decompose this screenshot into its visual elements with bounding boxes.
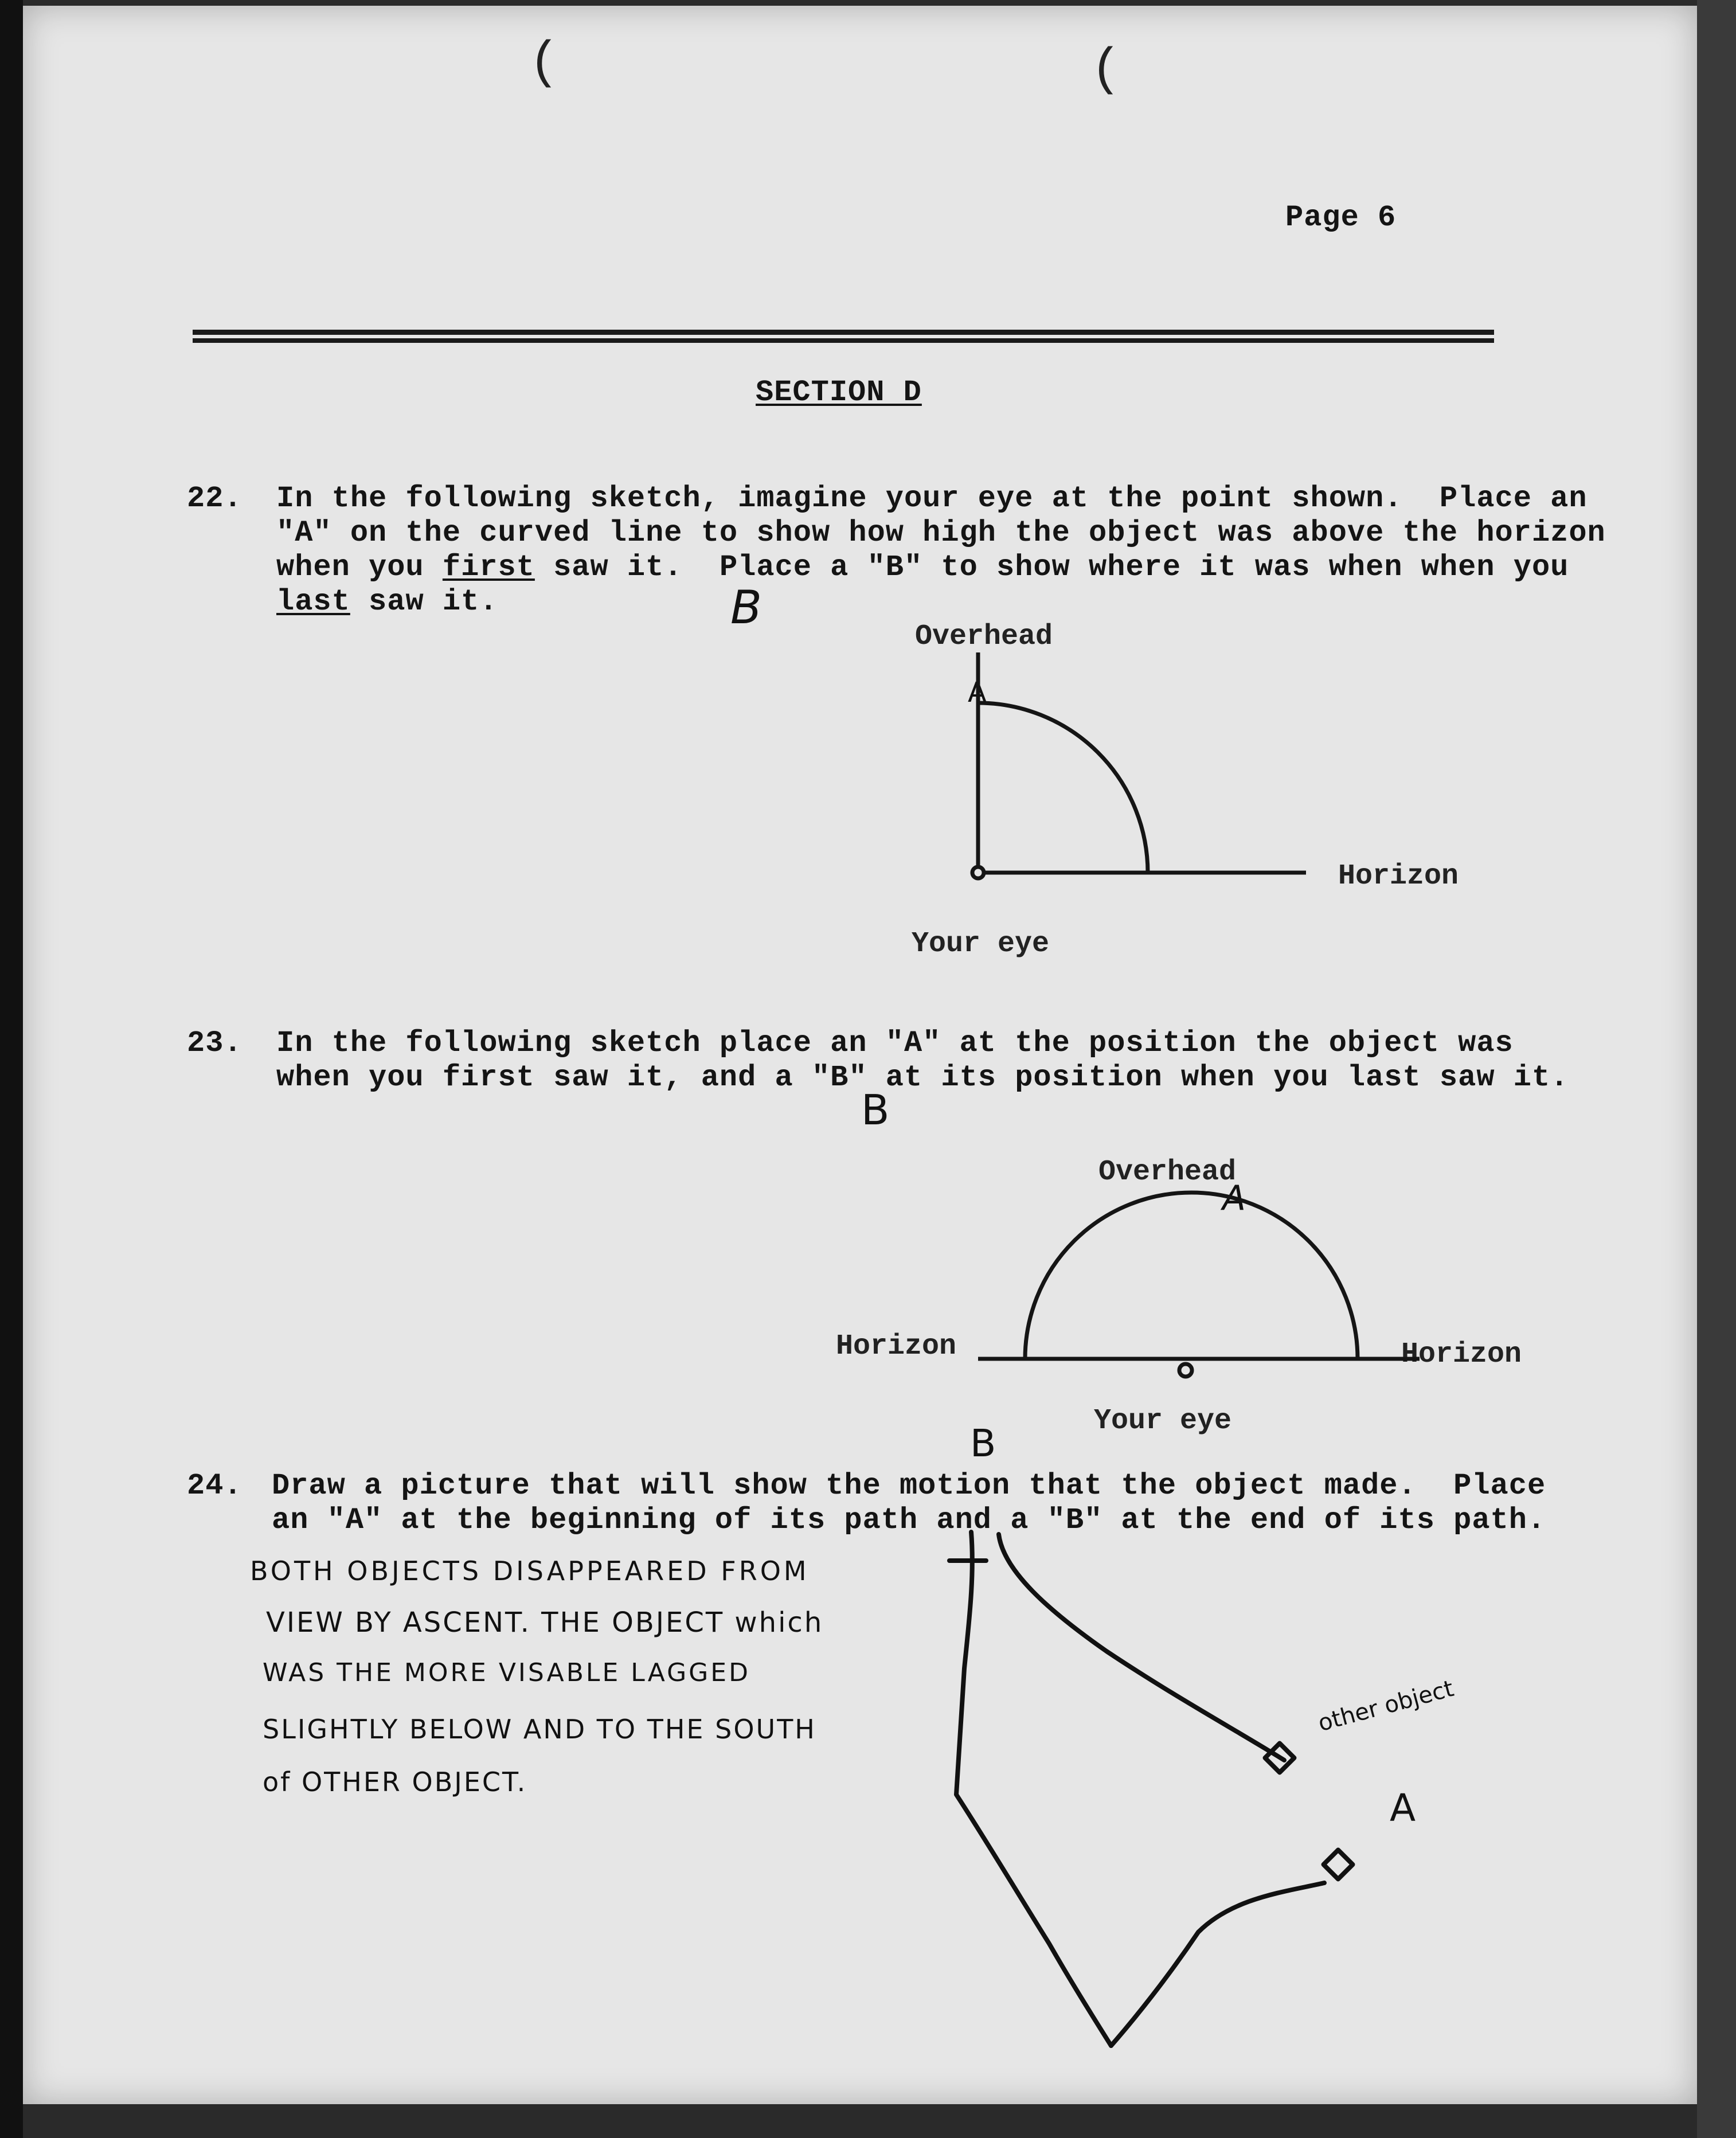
document-page bbox=[23, 6, 1697, 2104]
q24-object-a-marker bbox=[1324, 1850, 1353, 1879]
q22-line4: last saw it. bbox=[276, 585, 498, 619]
q24-bottom-path bbox=[1111, 1883, 1324, 2046]
q23-horizon-right-label: Horizon bbox=[1401, 1338, 1522, 1371]
scan-left-border bbox=[0, 0, 23, 2138]
q23-number: 23. bbox=[187, 1026, 243, 1060]
q23-eye-point bbox=[1179, 1364, 1192, 1377]
q24-line2: an "A" at the beginning of its path and a "B" at the end of its path. bbox=[272, 1503, 1546, 1537]
q22-eye-label: Your eye bbox=[912, 928, 1050, 960]
scan-right-border bbox=[1697, 0, 1736, 2138]
q23-handwritten-b: B bbox=[861, 1086, 890, 1134]
q22-number: 22. bbox=[187, 482, 243, 515]
q22-line2: "A" on the curved line to show how high the object was above the horizon bbox=[276, 516, 1606, 550]
q24-handwritten-b: B bbox=[970, 1421, 996, 1465]
sketch-drawings bbox=[23, 6, 1697, 2104]
q24-note-line2: VIEW BY ASCENT. THE OBJECT which bbox=[266, 1607, 824, 1639]
q23-line2: when you first saw it, and a "B" at its position when you last saw it. bbox=[276, 1061, 1569, 1095]
q22-quarter-arc bbox=[978, 703, 1148, 873]
q24-other-object-label: other object bbox=[1315, 1675, 1457, 1737]
q24-note-line1: BOTH OBJECTS DISAPPEARED FROM bbox=[250, 1555, 810, 1586]
q23-handwritten-a: A bbox=[1222, 1178, 1246, 1218]
q23-horizon-left-label: Horizon bbox=[836, 1330, 957, 1363]
margin-mark-left: ( bbox=[529, 34, 560, 93]
margin-mark-right: ( bbox=[1090, 41, 1122, 100]
q22-handwritten-b: B bbox=[730, 581, 762, 634]
q24-note-line5: of OTHER OBJECT. bbox=[263, 1766, 527, 1797]
q22-line3: when you first saw it. Place a "B" to show where it was when when you bbox=[276, 550, 1569, 584]
page-number: Page 6 bbox=[1285, 201, 1397, 234]
q22-eye-point bbox=[972, 867, 984, 878]
q23-sketch bbox=[978, 1193, 1420, 1377]
q24-note-line3: WAS THE MORE VISABLE LAGGED bbox=[263, 1658, 750, 1687]
q22-sketch bbox=[972, 652, 1306, 878]
q23-semicircle-arc bbox=[1025, 1193, 1358, 1359]
q24-handwritten-a: A bbox=[1390, 1786, 1416, 1830]
q22-overhead-label: Overhead bbox=[915, 620, 1053, 653]
q24-left-path bbox=[956, 1532, 1111, 2046]
q23-eye-label: Your eye bbox=[1094, 1405, 1232, 1437]
q24-note-line4: SLIGHTLY BELOW AND TO THE SOUTH bbox=[263, 1714, 816, 1745]
q23-line1: In the following sketch place an "A" at the position the object was bbox=[276, 1026, 1514, 1060]
q24-right-path bbox=[999, 1534, 1284, 1760]
q24-number: 24. bbox=[187, 1469, 243, 1503]
q23-overhead-label: Overhead bbox=[1098, 1156, 1237, 1189]
q22-horizon-label: Horizon bbox=[1338, 860, 1459, 893]
q24-motion-sketch bbox=[949, 1532, 1352, 2046]
section-heading: SECTION D bbox=[756, 376, 922, 409]
q22-handwritten-a: A bbox=[968, 677, 987, 709]
q22-line1: In the following sketch, imagine your eye at the point shown. Place an bbox=[276, 482, 1588, 515]
q24-line1: Draw a picture that will show the motion that the object made. Place bbox=[272, 1469, 1546, 1503]
